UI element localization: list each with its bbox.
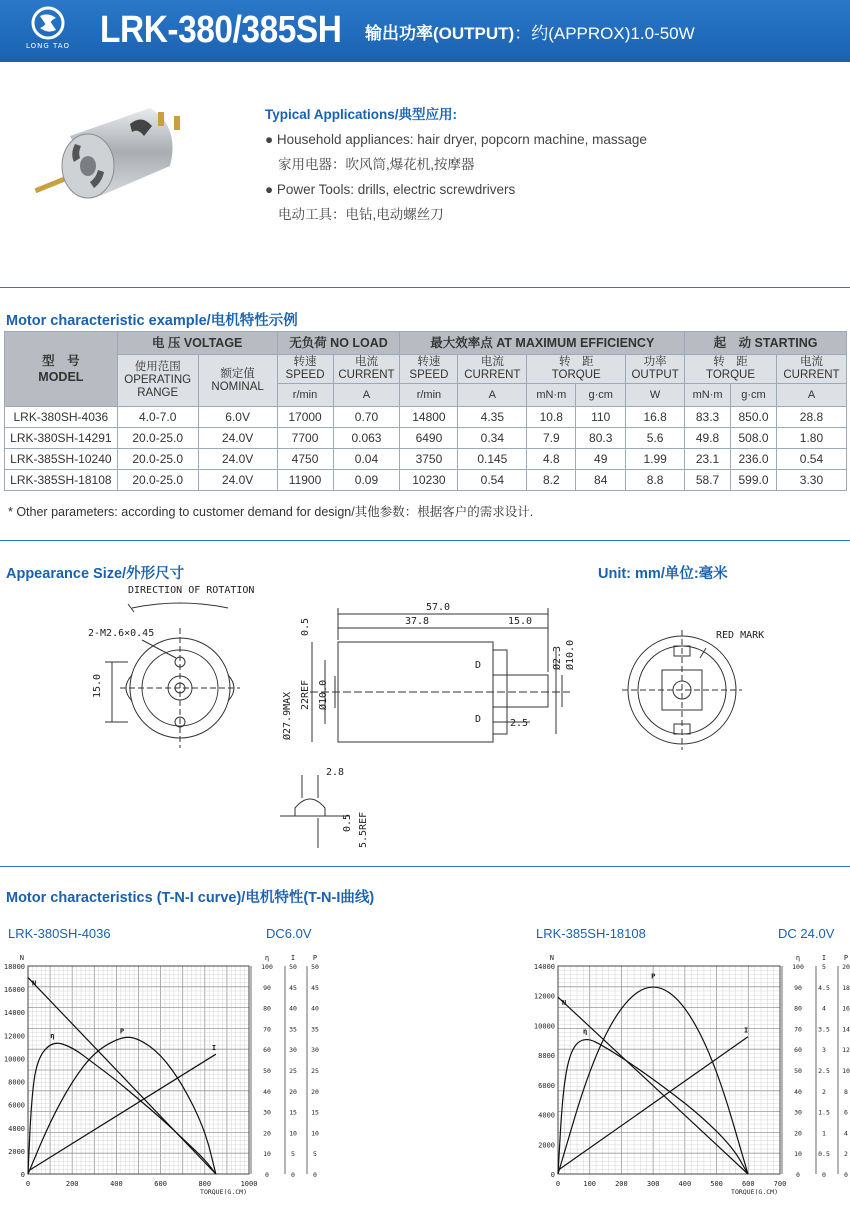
right-tick-label: 12 <box>842 1046 850 1055</box>
right-axis-label: I <box>290 954 296 962</box>
chart-2-model: LRK-385SH-18108 <box>536 926 646 941</box>
model-cell: LRK-385SH-10240 <box>5 449 118 470</box>
dim-10: Ø10.0 <box>318 679 329 710</box>
x-tick-label: 400 <box>678 1180 692 1188</box>
right-tick-label: 50 <box>794 1067 802 1075</box>
y-tick-label: 6000 <box>8 1101 25 1110</box>
right-tick-label: 10 <box>794 1150 802 1159</box>
brand-logo <box>14 6 82 58</box>
value-cell: 4.35 <box>458 407 527 428</box>
value-cell: 49 <box>576 449 626 470</box>
series-line-n <box>28 978 216 1174</box>
torque-en: TORQUE <box>551 369 601 381</box>
value-cell: 28.8 <box>776 407 846 428</box>
right-tick-label: 90 <box>263 983 271 992</box>
value-cell: 0.34 <box>458 428 527 449</box>
right-tick-label: 30 <box>794 1108 802 1117</box>
value-cell: 3750 <box>400 449 458 470</box>
dim-0-5-b: 0.5 <box>342 813 353 832</box>
value-cell: 14800 <box>400 407 458 428</box>
right-tick-label: 40 <box>311 1004 319 1013</box>
current-header <box>776 355 846 384</box>
right-tick-label: 5 <box>291 1150 295 1159</box>
unit-cell: A <box>333 384 400 407</box>
red-mark-label: RED MARK <box>716 630 765 641</box>
right-tick-label: 50 <box>263 1067 271 1075</box>
speed-en: SPEED <box>285 369 325 381</box>
right-tick-label: 16 <box>842 1004 850 1013</box>
dim-2-3: Ø2.3 <box>552 645 563 670</box>
right-axis-label: P <box>843 954 849 962</box>
right-axis-label: P <box>312 954 318 962</box>
right-tick-label: 20 <box>794 1129 802 1138</box>
value-cell: 850.0 <box>731 407 777 428</box>
value-cell: 0.063 <box>333 428 400 449</box>
torque-zh: 转 距 <box>558 356 594 368</box>
logo-icon <box>26 6 70 40</box>
value-cell: 5.6 <box>626 428 685 449</box>
right-axis-label: η <box>264 954 270 962</box>
right-tick-label: 90 <box>794 983 802 992</box>
x-tick-label: 100 <box>583 1180 597 1188</box>
unit-cell: A <box>776 384 846 407</box>
unit-cell: W <box>626 384 685 407</box>
current-zh: 电流 <box>354 356 378 368</box>
axis-n-label: N <box>19 954 24 962</box>
dim-22: 22REF <box>300 679 311 710</box>
output-zh: 功率 <box>643 356 667 368</box>
right-tick-label: 30 <box>289 1046 297 1055</box>
x-tick-label: 400 <box>110 1180 123 1188</box>
section-divider <box>0 287 850 288</box>
application-item-zh: 家用电器：吹风筒,爆花机,按摩器 <box>278 157 475 172</box>
y-tick-label: 2000 <box>538 1141 555 1150</box>
y-tick-label: 8000 <box>8 1078 25 1087</box>
right-tick-label: 0.5 <box>818 1150 830 1159</box>
current-zh: 电流 <box>799 356 823 368</box>
right-tick-label: 45 <box>311 983 319 992</box>
right-tick-label: 80 <box>794 1004 802 1013</box>
dim-2-5: 2.5 <box>510 718 529 729</box>
y-tick-label: 4000 <box>538 1111 555 1120</box>
current-header <box>333 355 400 384</box>
series-line-eta <box>28 1043 216 1174</box>
tni-chart-1 <box>0 948 330 1200</box>
axis-n-label: N <box>549 954 554 962</box>
torque-zh: 转 距 <box>713 356 748 368</box>
right-tick-label: 0 <box>796 1171 800 1179</box>
right-tick-label: 45 <box>289 983 297 992</box>
value-cell: 0.54 <box>776 449 846 470</box>
current-zh: 电流 <box>480 356 504 368</box>
dim-15: 15.0 <box>92 673 103 698</box>
series-label: I <box>743 1026 749 1035</box>
output-en: OUTPUT <box>631 369 679 381</box>
spec-table <box>4 331 847 491</box>
range-zh: 使用范围 <box>134 361 181 373</box>
current-en: CURRENT <box>464 369 521 381</box>
range-en: OPERATING <box>124 374 192 386</box>
x-tick-label: 600 <box>741 1180 755 1188</box>
value-cell: 24.0V <box>198 470 277 491</box>
starting-header: 起 动 STARTING <box>685 332 847 355</box>
value-cell: 3.30 <box>776 470 846 491</box>
value-cell: 24.0V <box>198 428 277 449</box>
value-cell: 49.8 <box>685 428 731 449</box>
y-tick-label: 18000 <box>3 963 25 971</box>
right-tick-label: 10 <box>311 1129 319 1138</box>
x-tick-label: 200 <box>615 1180 628 1188</box>
nominal-en: NOMINAL <box>211 380 264 393</box>
right-tick-label: 20 <box>311 1087 319 1096</box>
value-cell: 0.04 <box>333 449 400 470</box>
value-cell: 0.70 <box>333 407 400 428</box>
value-cell: 4.0-7.0 <box>117 407 198 428</box>
value-cell: 16.8 <box>626 407 685 428</box>
x-tick-label: 600 <box>154 1180 167 1188</box>
unit-cell: mN·m <box>527 384 576 407</box>
right-tick-label: 5 <box>822 963 826 971</box>
value-cell: 58.7 <box>685 470 731 491</box>
right-tick-label: 1.5 <box>818 1108 830 1117</box>
current-header <box>458 355 527 384</box>
unit-label: Unit: mm/单位:毫米 <box>598 566 728 582</box>
value-cell: 0.54 <box>458 470 527 491</box>
application-item: ● Power Tools: drills, electric screwdrivers <box>265 182 516 197</box>
value-cell: 20.0-25.0 <box>117 470 198 491</box>
x-tick-label: 300 <box>646 1180 660 1188</box>
right-tick-label: 20 <box>842 963 850 971</box>
model-header <box>5 332 118 407</box>
right-tick-label: 2 <box>844 1150 848 1159</box>
x-tick-label: 0 <box>555 1180 561 1188</box>
unit-cell: g·cm <box>731 384 777 407</box>
right-tick-label: 2.5 <box>818 1067 830 1075</box>
right-tick-label: 80 <box>263 1004 271 1013</box>
right-tick-label: 15 <box>311 1108 319 1117</box>
speed-zh: 转速 <box>417 356 441 368</box>
table-row <box>5 470 847 491</box>
design-note: * Other parameters: according to customer demand for design/其他参数：根据客户的需求设计. <box>8 505 534 519</box>
x-tick-label: 0 <box>25 1180 31 1188</box>
nominal-zh: 额定值 <box>220 367 255 380</box>
chart-1-voltage: DC6.0V <box>266 926 312 941</box>
y-tick-label: 0 <box>20 1171 25 1179</box>
right-tick-label: 35 <box>289 1025 297 1034</box>
right-tick-label: 18 <box>842 983 850 992</box>
right-tick-label: 2 <box>822 1087 826 1096</box>
y-tick-label: 0 <box>550 1171 555 1179</box>
speed-en: SPEED <box>409 369 449 381</box>
y-tick-label: 14000 <box>3 1009 25 1018</box>
right-tick-label: 50 <box>311 963 319 971</box>
value-cell: 1.99 <box>626 449 685 470</box>
appearance-title: Appearance Size/外形尺寸 <box>6 566 185 582</box>
right-tick-label: 4 <box>822 1004 826 1013</box>
value-cell: 599.0 <box>731 470 777 491</box>
right-tick-label: 0 <box>291 1171 295 1179</box>
unit-cell: A <box>458 384 527 407</box>
model-cell: LRK-380SH-4036 <box>5 407 118 428</box>
right-tick-label: 3 <box>822 1046 826 1055</box>
right-tick-label: 4 <box>844 1129 848 1138</box>
value-cell: 4.8 <box>527 449 576 470</box>
application-item: ● Household appliances: hair dryer, popcorn machine, massage <box>265 132 647 147</box>
value-cell: 8.2 <box>527 470 576 491</box>
right-tick-label: 6 <box>844 1108 848 1117</box>
speed-header <box>400 355 458 384</box>
x-tick-label: 200 <box>65 1180 79 1188</box>
range-en: RANGE <box>137 387 179 399</box>
characteristics-title: Motor characteristic example/电机特性示例 <box>6 313 298 329</box>
x-tick-label: 500 <box>710 1180 723 1188</box>
value-cell: 8.8 <box>626 470 685 491</box>
speed-header <box>277 355 333 384</box>
right-tick-label: 0 <box>822 1171 826 1179</box>
value-cell: 17000 <box>277 407 333 428</box>
holes-label: 2-M2.6×0.45 <box>88 628 155 639</box>
right-tick-label: 20 <box>289 1087 297 1096</box>
series-label: P <box>119 1027 125 1036</box>
y-tick-label: 10000 <box>3 1055 25 1064</box>
right-tick-label: 8 <box>844 1087 848 1096</box>
current-en: CURRENT <box>338 369 395 381</box>
value-cell: 83.3 <box>685 407 731 428</box>
flat-mark: D <box>475 660 482 671</box>
output-range <box>365 22 695 46</box>
y-tick-label: 12000 <box>3 1032 25 1041</box>
x-tick-label: 1000 <box>240 1180 258 1188</box>
logo-text: LONG TAO <box>26 42 70 50</box>
right-tick-label: 70 <box>263 1025 271 1034</box>
value-cell: 7.9 <box>527 428 576 449</box>
right-tick-label: 1 <box>822 1129 826 1138</box>
value-cell: 508.0 <box>731 428 777 449</box>
value-cell: 1.80 <box>776 428 846 449</box>
value-cell: 23.1 <box>685 449 731 470</box>
right-tick-label: 10 <box>263 1150 271 1159</box>
x-axis-label: TORQUE(G.CM) <box>731 1188 778 1196</box>
right-tick-label: 100 <box>792 963 804 971</box>
right-tick-label: 25 <box>311 1067 319 1075</box>
series-label: P <box>651 972 656 981</box>
x-axis-label: TORQUE(G.CM) <box>200 1188 247 1196</box>
no-load-header: 无负荷 NO LOAD <box>277 332 400 355</box>
right-tick-label: 10 <box>289 1129 297 1138</box>
applications-heading: Typical Applications/典型应用: <box>265 107 458 122</box>
table-row <box>5 407 847 428</box>
application-item-zh: 电动工具：电钻,电动螺丝刀 <box>278 207 444 222</box>
y-tick-label: 16000 <box>3 986 25 995</box>
value-cell: 0.09 <box>333 470 400 491</box>
chart-2-voltage: DC 24.0V <box>778 926 835 941</box>
nominal-header <box>198 355 277 407</box>
right-tick-label: 14 <box>842 1025 850 1034</box>
right-tick-label: 40 <box>794 1087 802 1096</box>
right-tick-label: 60 <box>794 1046 802 1055</box>
value-cell: 20.0-25.0 <box>117 449 198 470</box>
right-tick-label: 40 <box>289 1004 297 1013</box>
series-label: η <box>50 1031 55 1040</box>
y-tick-label: 8000 <box>538 1052 555 1061</box>
value-cell: 0.145 <box>458 449 527 470</box>
right-tick-label: 100 <box>261 963 273 971</box>
unit-cell: g·cm <box>576 384 626 407</box>
right-tick-label: 35 <box>311 1025 319 1034</box>
curves-title: Motor characteristics (T-N-I curve)/电机特性(T-N-I曲线) <box>6 890 375 906</box>
series-label: η <box>582 1027 588 1036</box>
y-tick-label: 2000 <box>8 1147 25 1156</box>
torque-header <box>527 355 626 384</box>
dim-10-shaft: Ø10.0 <box>565 639 576 670</box>
value-cell: 24.0V <box>198 449 277 470</box>
section-divider <box>0 540 850 541</box>
spec-table-body <box>5 407 847 491</box>
dimension-drawing <box>50 580 805 852</box>
applications-list <box>265 102 647 227</box>
y-tick-label: 4000 <box>8 1124 25 1133</box>
right-tick-label: 10 <box>842 1067 850 1075</box>
right-tick-label: 0 <box>844 1171 848 1179</box>
unit-cell: r/min <box>400 384 458 407</box>
rotation-arrow-icon <box>132 603 228 608</box>
right-tick-label: 30 <box>263 1108 271 1117</box>
y-tick-label: 12000 <box>533 992 555 1001</box>
model-cell: LRK-385SH-18108 <box>5 470 118 491</box>
value-cell: 7700 <box>277 428 333 449</box>
unit-cell: mN·m <box>685 384 731 407</box>
value-cell: 6490 <box>400 428 458 449</box>
right-tick-label: 3.5 <box>818 1025 830 1034</box>
y-tick-label: 6000 <box>538 1081 555 1090</box>
value-cell: 236.0 <box>731 449 777 470</box>
value-cell: 10230 <box>400 470 458 491</box>
right-tick-label: 60 <box>263 1046 271 1055</box>
model-en: MODEL <box>38 370 84 384</box>
dim-2-8: 2.8 <box>326 767 345 778</box>
right-tick-label: 20 <box>263 1129 271 1138</box>
right-tick-label: 30 <box>311 1046 319 1055</box>
right-tick-label: 25 <box>289 1067 297 1075</box>
range-header <box>117 355 198 407</box>
y-tick-label: 10000 <box>533 1022 555 1031</box>
unit-cell: r/min <box>277 384 333 407</box>
right-tick-label: 15 <box>289 1108 297 1117</box>
torque-header <box>685 355 777 384</box>
max-efficiency-header: 最大效率点 AT MAXIMUM EFFICIENCY <box>400 332 685 355</box>
value-cell: 80.3 <box>576 428 626 449</box>
value-cell: 20.0-25.0 <box>117 428 198 449</box>
page-title: LRK-380/385SH <box>100 9 342 51</box>
section-divider <box>0 866 850 867</box>
right-tick-label: 0 <box>265 1171 269 1179</box>
dim-15-shaft: 15.0 <box>508 616 533 627</box>
x-tick-label: 800 <box>198 1180 212 1188</box>
dim-57: 57.0 <box>426 602 451 613</box>
dim-37-8: 37.8 <box>405 616 430 627</box>
right-tick-label: 50 <box>289 963 297 971</box>
dim-0-5: 0.5 <box>300 617 311 636</box>
x-tick-label: 700 <box>773 1180 787 1188</box>
value-cell: 4750 <box>277 449 333 470</box>
right-axis-label: I <box>821 954 827 962</box>
table-row <box>5 449 847 470</box>
chart-1-model: LRK-380SH-4036 <box>8 926 111 941</box>
torque-en: TORQUE <box>706 369 756 381</box>
right-tick-label: 40 <box>263 1087 271 1096</box>
current-en: CURRENT <box>783 369 840 381</box>
speed-zh: 转速 <box>293 356 317 368</box>
flat-mark: D <box>475 714 482 725</box>
value-cell: 10.8 <box>527 407 576 428</box>
motor-photo <box>30 96 200 211</box>
right-tick-label: 4.5 <box>818 983 830 992</box>
series-label: N <box>562 999 567 1008</box>
rotation-label: DIRECTION OF ROTATION <box>128 585 255 596</box>
right-tick-label: 0 <box>313 1171 317 1179</box>
tni-chart-2 <box>528 948 850 1200</box>
output-label: 输出功率(OUTPUT) <box>365 24 515 43</box>
output-value: ：约(APPROX)1.0-50W <box>514 24 695 43</box>
value-cell: 11900 <box>277 470 333 491</box>
table-row <box>5 428 847 449</box>
y-tick-label: 14000 <box>533 963 555 971</box>
right-tick-label: 70 <box>794 1025 802 1034</box>
series-label: N <box>32 979 37 988</box>
model-cell: LRK-380SH-14291 <box>5 428 118 449</box>
dim-27-9: Ø27.9MAX <box>282 691 293 740</box>
output-header <box>626 355 685 384</box>
dim-5-5: 5.5REF <box>358 811 369 848</box>
value-cell: 110 <box>576 407 626 428</box>
series-label: I <box>211 1044 217 1053</box>
model-zh: 型 号 <box>42 354 80 368</box>
right-axis-label: η <box>795 954 801 962</box>
right-tick-label: 5 <box>313 1150 317 1159</box>
voltage-header: 电 压 VOLTAGE <box>117 332 277 355</box>
value-cell: 6.0V <box>198 407 277 428</box>
value-cell: 84 <box>576 470 626 491</box>
